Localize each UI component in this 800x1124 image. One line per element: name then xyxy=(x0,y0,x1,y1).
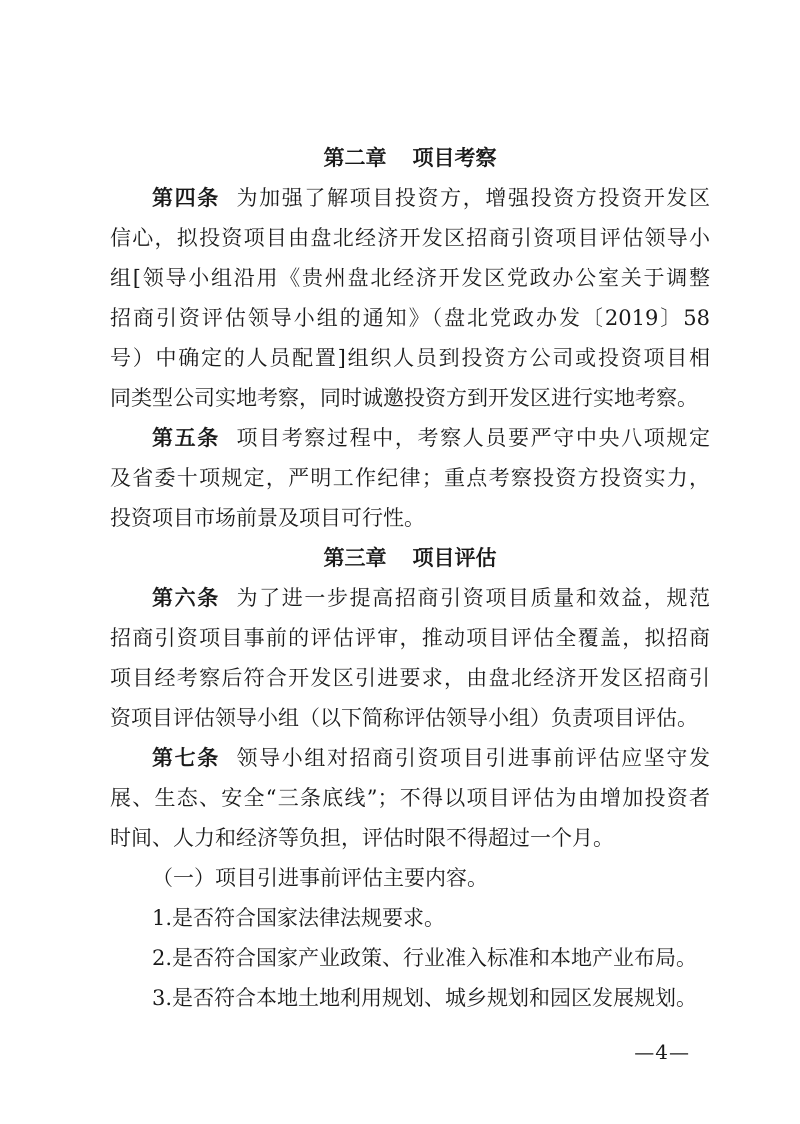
article-6-tag: 第六条 xyxy=(152,586,220,610)
article-4-line-2: 信心，拟投资项目由盘北经济开发区招商引资项目评估领导小 xyxy=(110,226,710,250)
section-1-item-2: 2.是否符合国家产业政策、行业准入标准和本地产业布局。 xyxy=(152,946,698,970)
chapter-title: 项目评估 xyxy=(412,546,497,570)
article-5-line-3: 投资项目市场前景及项目可行性。 xyxy=(110,506,425,530)
article-4-line-1 xyxy=(110,178,710,218)
article-4-line-3: 组[领导小组沿用《贵州盘北经济开发区党政办公室关于调整 xyxy=(110,266,710,290)
chapter-label: 第二章 xyxy=(323,146,387,170)
section-1-item-1: 1.是否符合国家法律法规要求。 xyxy=(152,906,446,930)
article-5-text: 项目考察过程中，考察人员要严守中央八项规定 xyxy=(236,426,710,450)
article-7-line-1 xyxy=(110,738,710,778)
article-6-line-4: 资项目评估领导小组（以下简称评估领导小组）负责项目评估。 xyxy=(110,706,698,730)
article-6-line-3: 项目经考察后符合开发区引进要求，由盘北经济开发区招商引 xyxy=(110,666,710,690)
article-6-line-2: 招商引资项目事前的评估评审，推动项目评估全覆盖，拟招商 xyxy=(110,626,710,650)
section-1-item-3: 3.是否符合本地土地利用规划、城乡规划和园区发展规划。 xyxy=(152,986,698,1010)
article-7-text: 领导小组对招商引资项目引进事前评估应坚守发 xyxy=(236,746,710,770)
chapter-heading-3 xyxy=(110,538,710,578)
article-4-line-4: 招商引资评估领导小组的通知》（盘北党政办发〔2019〕58 xyxy=(110,306,710,330)
chapter-label: 第三章 xyxy=(323,546,387,570)
article-5-line-1 xyxy=(110,418,710,458)
article-4-tag: 第四条 xyxy=(152,186,220,210)
section-1-title: （一）项目引进事前评估主要内容。 xyxy=(152,866,488,890)
article-6-text: 为了进一步提高招商引资项目质量和效益，规范 xyxy=(236,586,710,610)
article-4-line-5: 号）中确定的人员配置]组织人员到投资方公司或投资项目相 xyxy=(110,346,710,370)
article-7-line-2: 展、生态、安全“三条底线”；不得以项目评估为由增加投资者 xyxy=(110,786,710,810)
article-5-line-2: 及省委十项规定，严明工作纪律；重点考察投资方投资实力， xyxy=(110,466,710,490)
chapter-title: 项目考察 xyxy=(412,146,497,170)
article-6-line-1 xyxy=(110,578,710,618)
article-4-text: 为加强了解项目投资方，增强投资方投资开发区 xyxy=(236,186,710,210)
page-number: —4— xyxy=(634,1040,690,1064)
article-5-tag: 第五条 xyxy=(152,426,220,450)
chapter-heading-2 xyxy=(110,138,710,178)
article-7-line-3: 时间、人力和经济等负担，评估时限不得超过一个月。 xyxy=(110,826,614,850)
article-7-tag: 第七条 xyxy=(152,746,220,770)
article-4-line-6: 同类型公司实地考察，同时诚邀投资方到开发区进行实地考察。 xyxy=(110,386,698,410)
document-body xyxy=(110,138,710,1018)
